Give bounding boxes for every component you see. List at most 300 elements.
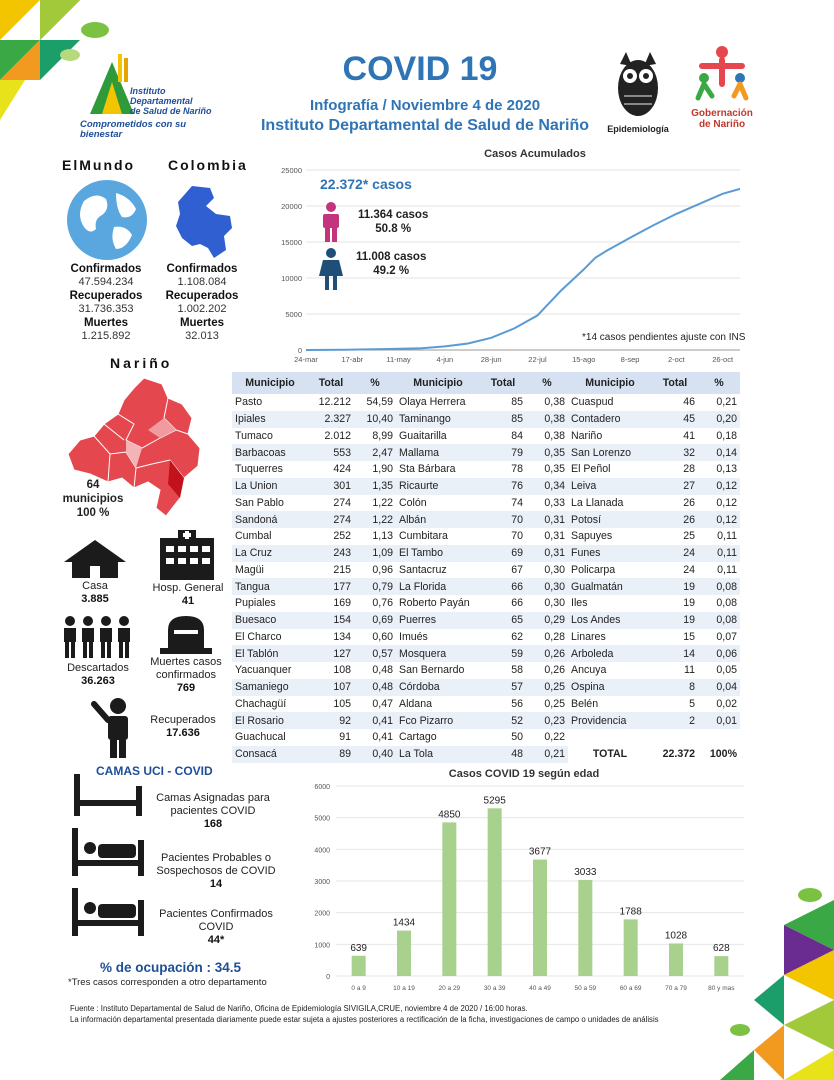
epidemiologia-label: Epidemiología: [607, 124, 669, 134]
pct-cell: 0,38: [544, 396, 565, 409]
total-cell: 91: [339, 731, 351, 744]
y-tick-label: 6000: [314, 784, 330, 791]
page-subtitle: [230, 96, 620, 136]
colombia-deaths-value: 32.013: [185, 330, 219, 342]
table-row: [232, 495, 740, 512]
pct-cell: 0,08: [698, 612, 740, 629]
colombia-map-icon: [170, 184, 236, 260]
total-cell: 57: [480, 679, 526, 696]
total-cell: 92: [308, 712, 354, 729]
table-row: [232, 612, 740, 629]
municipio-cell: Contadero: [568, 411, 652, 428]
municipio-cell: San Lorenzo: [568, 444, 652, 461]
recuperados-value: 17.636: [166, 727, 200, 739]
total-value-cell: 22.372: [652, 746, 698, 763]
total-cell: 56: [511, 697, 523, 710]
table-row: [232, 578, 740, 595]
uci-probables-label-line2: Sospechosos de COVID: [156, 865, 276, 877]
municipio-cell: Yacuanquer: [235, 664, 292, 677]
municipio-cell: Providencia: [568, 712, 652, 729]
pct-cell: 0,14: [698, 444, 740, 461]
casa-label: Casa: [82, 580, 108, 592]
age-bar: [397, 931, 411, 976]
y-tick-label: 0: [297, 346, 302, 355]
pct-cell: 0,26: [544, 664, 565, 677]
municipio-cell: Iles: [571, 597, 588, 610]
municipio-cell: Fco Pizarro: [396, 712, 480, 729]
pct-cell: 0,22: [544, 731, 565, 744]
municipio-cell: Puerres: [396, 612, 480, 629]
cumulative-note: *14 casos pendientes ajuste con INS: [582, 332, 746, 343]
y-tick-label: 15000: [281, 238, 302, 247]
age-bar: [488, 808, 502, 976]
women-cases: 11.008 casos: [356, 251, 427, 263]
municipio-cell: Albán: [396, 511, 480, 528]
pct-cell: 0,25: [544, 697, 565, 710]
hosp-label: Hosp. General: [152, 582, 224, 594]
age-bar: [442, 822, 456, 976]
table-row: [232, 746, 740, 763]
municipio-cell: San Pablo: [235, 496, 284, 509]
x-tick-label: 10 a 19: [393, 985, 415, 992]
municipio-cell: Funes: [568, 545, 652, 562]
uci-ocupacion: % de ocupación : 34.5: [100, 960, 242, 975]
y-tick-label: 5000: [314, 815, 330, 823]
total-cell: 24: [652, 545, 698, 562]
total-cell: 553: [308, 444, 354, 461]
uci-note: *Tres casos corresponden a otro departamento: [68, 977, 267, 988]
pct-cell: 0,57: [354, 645, 396, 662]
y-tick-label: 10000: [281, 274, 302, 283]
municipio-cell: Gualmatán: [568, 578, 652, 595]
age-bar: [624, 919, 638, 976]
total-cell: 85: [511, 396, 523, 409]
total-cell: 28: [683, 463, 695, 476]
page-subtitle-date: Infografía / Noviembre 4 de 2020: [309, 97, 541, 114]
pct-cell: 0,34: [526, 478, 568, 495]
municipio-cell: Cartago: [399, 731, 437, 744]
total-pct-cell: 100%: [698, 746, 740, 763]
pct-cell: 0,35: [526, 444, 568, 461]
municipio-cell: Mallama: [396, 444, 480, 461]
col2-header-total: Total: [480, 372, 526, 394]
age-chart: [298, 766, 750, 998]
total-cell: 41: [683, 429, 695, 442]
total-cell: 27: [652, 478, 698, 495]
x-tick-label: 70 a 79: [665, 985, 687, 992]
pct-cell: 0,96: [372, 563, 393, 576]
hosp-value: 41: [181, 595, 195, 607]
cumulative-total: 22.372* casos: [320, 176, 412, 192]
pct-cell: 0,30: [544, 597, 565, 610]
municipio-cell: Ospina: [568, 679, 652, 696]
municipio-cell: Ricaurte: [396, 478, 480, 495]
woman-icon: [318, 248, 344, 290]
pct-cell: 0,21: [716, 396, 737, 409]
pct-cell: 0,21: [526, 746, 568, 763]
total-cell: 19: [652, 612, 698, 629]
gobernacion-label-line2: de Nariño: [698, 119, 746, 130]
pct-cell: 0,30: [526, 578, 568, 595]
bed-patient-icon: [70, 826, 146, 878]
x-tick-label: 0 a 9: [351, 985, 366, 992]
municipio-cell: Sapuyes: [571, 530, 613, 543]
pct-cell: 0,12: [698, 511, 740, 528]
table-row: [232, 478, 740, 495]
total-cell: 215: [333, 563, 351, 576]
age-chart-title: Casos COVID 19 según edad: [448, 768, 600, 780]
age-bar: [578, 880, 592, 976]
total-cell: 2: [652, 712, 698, 729]
table-row: [232, 394, 740, 411]
municipal-table-grid: [232, 372, 740, 763]
pct-cell: 0,41: [372, 731, 393, 744]
total-cell: 84: [511, 429, 523, 442]
colombia-confirmed-label: Confirmados: [166, 263, 238, 275]
pct-cell: 0,35: [544, 463, 565, 476]
pct-cell: 0,06: [698, 645, 740, 662]
uci-probables-value: 14: [209, 878, 223, 890]
hosp-stat: [136, 582, 240, 608]
pct-cell: 0,20: [698, 411, 740, 428]
table-header-row: [232, 372, 740, 394]
pct-cell: 0,31: [544, 530, 565, 543]
table-row: [232, 444, 740, 461]
municipio-cell: El Tablón: [232, 645, 308, 662]
total-cell: 2.012: [324, 429, 351, 442]
col3-header-pct: %: [698, 372, 740, 394]
total-label-cell: TOTAL: [568, 746, 652, 763]
total-cell: 26: [652, 511, 698, 528]
total-cell: 154: [308, 612, 354, 629]
pct-cell: 0,25: [526, 679, 568, 696]
x-tick-label: 80 y mas: [708, 985, 735, 992]
pct-cell: 0,28: [544, 630, 565, 643]
table-row: [232, 679, 740, 696]
x-tick-label: 17-abr: [341, 355, 364, 364]
x-tick-label: 60 a 69: [619, 985, 642, 992]
municipio-cell: La Union: [232, 478, 308, 495]
descartados-value: 36.263: [81, 675, 115, 687]
muertes-value: 769: [176, 682, 196, 694]
municipio-cell: Tangua: [232, 578, 308, 595]
total-cell: 76: [480, 478, 526, 495]
pct-cell: 0,29: [526, 612, 568, 629]
pct-cell: 1,09: [354, 545, 396, 562]
table-row: [232, 511, 740, 528]
municipio-cell: Magüi: [235, 563, 264, 576]
municipio-cell: Imués: [399, 630, 428, 643]
total-cell: 78: [511, 463, 523, 476]
colombia-confirmed-value: 1.108.084: [177, 276, 227, 288]
x-tick-label: 11-may: [386, 355, 411, 364]
pct-cell: 0,11: [698, 545, 740, 562]
world-stats: [50, 262, 162, 343]
uci-asignadas: [146, 792, 280, 831]
municipio-cell: San Bernardo: [399, 664, 465, 677]
municipio-cell: Tuquerres: [235, 463, 283, 476]
world-confirmed-label: Confirmados: [70, 263, 142, 275]
col1-header-total: Total: [308, 372, 354, 394]
y-tick-label: 3000: [314, 879, 330, 886]
pct-cell: 0,13: [716, 463, 737, 476]
world-deaths-label: Muertes: [83, 317, 129, 329]
bar-value-label: 1788: [619, 906, 642, 918]
ids-logo-line3: de Salud de Nariño: [130, 106, 212, 116]
municipio-cell: Ancuya: [571, 664, 607, 677]
municipio-cell: Pasto: [235, 396, 263, 409]
ids-logo-line2: Departamental: [130, 96, 193, 106]
total-cell: 45: [652, 411, 698, 428]
table-row: [232, 545, 740, 562]
total-cell: 59: [480, 645, 526, 662]
people-group-icon: [62, 616, 132, 658]
pct-cell: 0,04: [698, 679, 740, 696]
municipio-cell: Nariño: [571, 429, 603, 442]
x-tick-label: 26-oct: [712, 355, 734, 364]
uci-confirmados-value: 44*: [207, 934, 225, 946]
municipal-table: [232, 372, 762, 763]
ids-logo-tagline: Comprometidos con su bienestar: [80, 119, 187, 140]
table-row: [232, 712, 740, 729]
total-cell: 301: [308, 478, 354, 495]
municipio-cell: Cumbitara: [399, 530, 448, 543]
municipio-cell: Roberto Payán: [399, 597, 470, 610]
uci-confirmados-label-line1: Pacientes Confirmados: [159, 908, 273, 920]
tombstone-icon: [160, 614, 212, 654]
page-subtitle-institute: Instituto Departamental de Salud de Nariño: [260, 117, 590, 134]
pct-cell: 0,48: [354, 679, 396, 696]
municipio-cell: Cumbal: [235, 530, 272, 543]
pct-cell: 2,47: [354, 444, 396, 461]
municipio-cell: Guachucal: [235, 731, 286, 744]
bar-value-label: 3677: [528, 846, 552, 858]
empty-cell: [652, 729, 698, 746]
men-pct: 50.8 %: [375, 223, 412, 235]
pct-cell: 54,59: [366, 396, 393, 409]
table-row: [232, 662, 740, 679]
bar-value-label: 1028: [664, 930, 688, 942]
pct-cell: 0,76: [372, 597, 393, 610]
table-row: [232, 595, 740, 612]
total-cell: 69: [480, 545, 526, 562]
y-tick-label: 5000: [285, 310, 302, 319]
municipio-cell: Buesaco: [232, 612, 308, 629]
municipio-cell: Sandoná: [232, 511, 308, 528]
x-tick-label: 15-ago: [572, 355, 596, 364]
pct-cell: 0,47: [372, 697, 393, 710]
municipio-cell: Olaya Herrera: [399, 396, 466, 409]
ids-logo: [78, 48, 228, 140]
total-cell: 127: [308, 645, 354, 662]
gobernacion-people-icon: [692, 44, 752, 102]
descartados-label: Descartados: [67, 662, 129, 674]
municipio-cell: Pupiales: [235, 597, 276, 610]
footer-line1: Fuente : Instituto Departamental de Salud de Nariño, Oficina de Epidemiología SIVIGILA,CRUE, noviembre 4 de 2020 / 16:00 horas.: [70, 1004, 528, 1013]
municipio-cell: Guaitarilla: [399, 429, 447, 442]
pct-cell: 0,60: [372, 630, 393, 643]
total-cell: 52: [480, 712, 526, 729]
y-tick-label: 20000: [281, 202, 302, 211]
age-bar: [533, 860, 547, 976]
pct-cell: 0,33: [544, 496, 565, 509]
total-cell: 65: [480, 612, 526, 629]
pct-cell: 0,38: [544, 429, 565, 442]
colombia-recovered-label: Recuperados: [165, 290, 239, 302]
pct-cell: 0,08: [698, 578, 740, 595]
pct-cell: 0,41: [354, 712, 396, 729]
owl-icon: [610, 52, 666, 118]
municipio-cell: Arboleda: [568, 645, 652, 662]
municipio-cell: Barbacoas: [232, 444, 308, 461]
x-tick-label: 20 a 29: [438, 985, 461, 992]
men-stats: [358, 208, 428, 236]
women-stats: [356, 250, 426, 278]
bed-patient-confirmed-icon: [70, 886, 146, 938]
total-cell: 424: [333, 463, 351, 476]
uci-probables: [148, 852, 284, 891]
pct-cell: 0,11: [717, 530, 737, 543]
municipio-cell: Ipiales: [232, 411, 308, 428]
x-tick-label: 22-jul: [528, 355, 547, 364]
pct-cell: 0,05: [716, 664, 737, 677]
table-row: [232, 696, 740, 713]
col1-header-municipio: Municipio: [232, 372, 308, 394]
pct-cell: 0,08: [716, 597, 737, 610]
municipio-cell: La Florida: [396, 578, 480, 595]
house-icon: [62, 538, 128, 578]
casa-value: 3.885: [81, 593, 109, 605]
total-cell: 70: [480, 511, 526, 528]
municipio-cell: Belén: [571, 697, 599, 710]
world-deaths-value: 1.215.892: [81, 330, 131, 342]
table-row: [232, 729, 740, 746]
table-row: [232, 562, 740, 579]
pct-cell: 0,23: [526, 712, 568, 729]
total-cell: 26: [683, 496, 695, 509]
municipio-cell: El Rosario: [232, 712, 308, 729]
total-cell: 108: [333, 664, 351, 677]
municipio-cell: Córdoba: [396, 679, 480, 696]
total-cell: 32: [652, 444, 698, 461]
epidemiologia-logo: [605, 52, 671, 138]
age-bar: [714, 956, 728, 976]
pct-cell: 1,35: [354, 478, 396, 495]
total-cell: 134: [333, 630, 351, 643]
col1-header-pct: %: [354, 372, 396, 394]
total-cell: 105: [333, 697, 351, 710]
colombia-title: Colombia: [168, 157, 248, 173]
pct-cell: 0,40: [354, 746, 396, 763]
pct-cell: 0,11: [717, 563, 737, 576]
pct-cell: 1,22: [354, 511, 396, 528]
total-cell: 274: [333, 496, 351, 509]
total-cell: 89: [308, 746, 354, 763]
municipio-cell: El Charco: [235, 630, 282, 643]
municipio-cell: Leiva: [568, 478, 652, 495]
municipio-cell: Santacruz: [399, 563, 447, 576]
y-tick-label: 25000: [281, 166, 302, 175]
pct-cell: 0,26: [526, 645, 568, 662]
x-tick-label: 8-sep: [620, 355, 640, 364]
x-tick-label: 30 a 39: [483, 985, 506, 992]
colombia-recovered-value: 1.002.202: [177, 303, 227, 315]
total-cell: 24: [683, 563, 695, 576]
recuperados-label: Recuperados: [150, 714, 216, 726]
men-cases: 11.364 casos: [358, 209, 429, 221]
uci-asignadas-label-line2: pacientes COVID: [170, 805, 256, 817]
women-pct: 49.2 %: [373, 265, 410, 277]
pct-cell: 0,79: [354, 578, 396, 595]
age-bar: [352, 956, 366, 976]
uci-probables-label-line1: Pacientes Probables o: [160, 852, 272, 864]
age-chart-svg: [298, 766, 750, 998]
table-row: [232, 428, 740, 445]
globe-icon: [66, 179, 148, 261]
municipio-cell: El Tambo: [396, 545, 480, 562]
municipio-cell: Tumaco: [235, 429, 273, 442]
bar-value-label: 4850: [438, 809, 461, 821]
pct-cell: 0,18: [716, 429, 737, 442]
y-tick-label: 0: [326, 974, 330, 981]
footer-line2: La información departamental presentada diariamente puede estar sujeta a ajustes posteriores a rectificación de la ficha, investigaciones de campo o unidades de análisis: [70, 1015, 659, 1024]
pct-cell: 1,22: [372, 496, 393, 509]
total-cell: 14: [652, 645, 698, 662]
table-row: [232, 629, 740, 646]
x-tick-label: 4-jun: [436, 355, 454, 364]
total-cell: 243: [308, 545, 354, 562]
total-cell: 66: [480, 578, 526, 595]
narino-municipios-pct: 100 %: [76, 507, 110, 519]
pct-cell: 0,30: [544, 563, 565, 576]
man-icon: [320, 202, 342, 242]
total-cell: 19: [652, 578, 698, 595]
municipio-cell: Chachagüí: [235, 697, 287, 710]
bar-value-label: 5295: [483, 795, 506, 807]
world-recovered-label: Recuperados: [69, 290, 143, 302]
pct-cell: 0,12: [698, 478, 740, 495]
total-cell: 177: [308, 578, 354, 595]
bar-value-label: 639: [350, 942, 368, 954]
uci-asignadas-label-line1: Camas Asignadas para: [156, 792, 270, 804]
world-title: ElMundo: [62, 157, 136, 173]
col2-header-pct: %: [526, 372, 568, 394]
table-row: [232, 461, 740, 478]
world-confirmed-value: 47.594.234: [78, 276, 134, 288]
total-cell: 107: [308, 679, 354, 696]
pct-cell: 0,69: [354, 612, 396, 629]
x-tick-label: 50 a 59: [574, 985, 597, 992]
narino-title: Nariño: [110, 355, 173, 371]
hospital-icon: [156, 530, 218, 580]
x-tick-label: 40 a 49: [529, 985, 551, 992]
narino-municipios-label: municipios: [62, 493, 124, 505]
total-cell: 46: [683, 396, 695, 409]
total-cell: 8: [652, 679, 698, 696]
descartados-stat: [56, 662, 140, 688]
pct-cell: 1,90: [372, 463, 393, 476]
empty-cell: [698, 729, 740, 746]
age-bar: [669, 943, 683, 976]
pct-cell: 1,13: [372, 530, 393, 543]
x-tick-label: 2-oct: [668, 355, 685, 364]
table-row: [232, 645, 740, 662]
page-title: COVID 19: [342, 50, 498, 88]
municipio-cell: Aldana: [399, 697, 432, 710]
ids-logo-line1: Instituto: [130, 86, 166, 96]
municipio-cell: Potosí: [568, 511, 652, 528]
table-row: [232, 411, 740, 428]
